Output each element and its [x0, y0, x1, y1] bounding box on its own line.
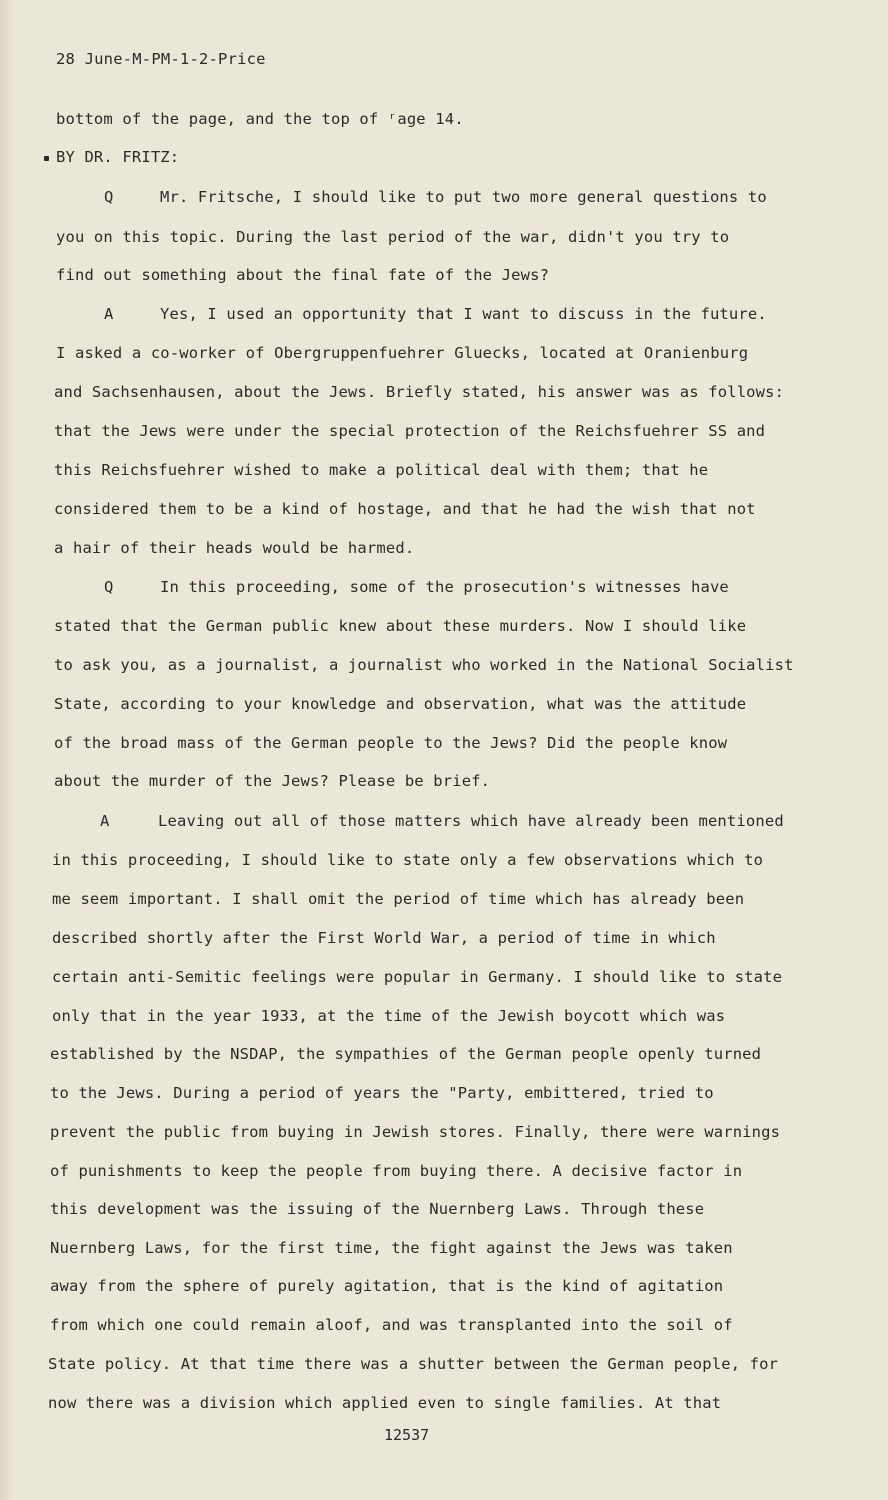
text-line: a hair of their heads would be harmed.	[54, 539, 415, 557]
text-line: about the murder of the Jews? Please be brief.	[54, 772, 491, 790]
speaker-heading: BY DR. FRITZ:	[56, 148, 180, 166]
text-line: certain anti-Semitic feelings were popular in Germany. I should like to state	[52, 968, 783, 986]
margin-mark	[44, 156, 49, 161]
text-line: prevent the public from buying in Jewish stores. Finally, there were warnings	[50, 1123, 781, 1141]
text-line: of punishments to keep the people from buying there. A decisive factor in	[50, 1162, 743, 1180]
text-line: State policy. At that time there was a shutter between the German people, for	[48, 1355, 779, 1373]
answer-marker: A	[104, 305, 114, 323]
page-header: 28 June-M-PM-1-2-Price	[56, 50, 266, 68]
text-line: only that in the year 1933, at the time of the Jewish boycott which was	[52, 1007, 726, 1025]
text-line: to the Jews. During a period of years the "Party, embittered, tried to	[50, 1084, 714, 1102]
answer-marker: A	[100, 812, 110, 830]
text-line: In this proceeding, some of the prosecution's witnesses have	[160, 578, 729, 596]
text-line: away from the sphere of purely agitation, that is the kind of agitation	[50, 1277, 724, 1295]
question-marker: Q	[104, 578, 114, 596]
text-line: find out something about the final fate of the Jews?	[56, 266, 550, 284]
text-line: Mr. Fritsche, I should like to put two more general questions to	[160, 188, 767, 206]
text-line: Leaving out all of those matters which have already been mentioned	[158, 812, 784, 830]
text-line: considered them to be a kind of hostage, and that he had the wish that not	[54, 500, 756, 518]
text-line: me seem important. I shall omit the period of time which has already been	[52, 890, 745, 908]
text-line: you on this topic. During the last period of the war, didn't you try to	[56, 228, 730, 246]
text-line: Yes, I used an opportunity that I want to discuss in the future.	[160, 305, 767, 323]
text-line: that the Jews were under the special protection of the Reichsfuehrer SS and	[54, 422, 766, 440]
text-line: this Reichsfuehrer wished to make a political deal with them; that he	[54, 461, 709, 479]
question-marker: Q	[104, 188, 114, 206]
text-line: Nuernberg Laws, for the first time, the fight against the Jews was taken	[50, 1239, 733, 1257]
text-line: State, according to your knowledge and observation, what was the attitude	[54, 695, 747, 713]
text-line: from which one could remain aloof, and was transplanted into the soil of	[50, 1316, 733, 1334]
text-line: to ask you, as a journalist, a journalist who worked in the National Socialist	[54, 656, 794, 674]
text-line: stated that the German public knew about these murders. Now I should like	[54, 617, 747, 635]
text-line: I asked a co-worker of Obergruppenfuehrer Gluecks, located at Oranienburg	[56, 344, 749, 362]
page-number: 12537	[384, 1426, 430, 1444]
text-line: described shortly after the First World War, a period of time in which	[52, 929, 716, 947]
text-line: in this proceeding, I should like to state only a few observations which to	[52, 851, 764, 869]
text-line: of the broad mass of the German people to the Jews? Did the people know	[54, 734, 728, 752]
text-line: now there was a division which applied even to single families. At that	[48, 1394, 722, 1412]
text-line: established by the NSDAP, the sympathies of the German people openly turned	[50, 1045, 762, 1063]
text-line: this development was the issuing of the Nuernberg Laws. Through these	[50, 1200, 705, 1218]
text-line: bottom of the page, and the top of ʳage 14.	[56, 110, 464, 128]
page-edge	[0, 0, 14, 1500]
text-line: and Sachsenhausen, about the Jews. Briefly stated, his answer was as follows:	[54, 383, 785, 401]
